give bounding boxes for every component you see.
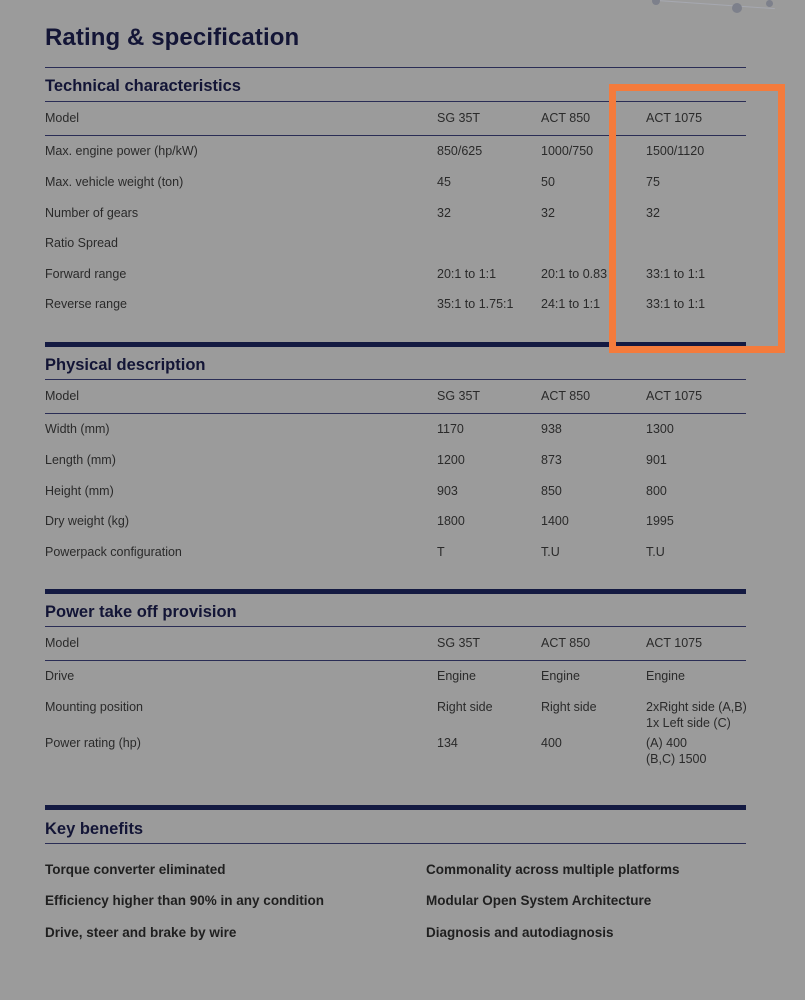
cell-value: 75 bbox=[646, 175, 660, 189]
benefit-item: Efficiency higher than 90% in any condition bbox=[45, 893, 325, 908]
row-label: Width (mm) bbox=[45, 422, 110, 436]
cell-value: 32 bbox=[646, 206, 660, 220]
cell-value: 938 bbox=[541, 422, 562, 436]
section-title-pto: Power take off provision bbox=[45, 603, 237, 621]
cell-value: 1800 bbox=[437, 514, 465, 528]
row-label: Dry weight (kg) bbox=[45, 514, 130, 528]
header-rule bbox=[45, 413, 746, 414]
cell-value: (A) 400 bbox=[646, 736, 687, 750]
header-cell: SG 35T bbox=[437, 111, 481, 125]
cell-value: 850 bbox=[541, 484, 562, 498]
decorative-line bbox=[655, 0, 775, 9]
cell-value: 35:1 to 1.75:1 bbox=[437, 297, 514, 311]
row-label: Ratio Spread bbox=[45, 236, 118, 250]
cell-value: Engine bbox=[541, 669, 580, 683]
table-row-continuation bbox=[45, 715, 746, 735]
benefit-item: Commonality across multiple platforms bbox=[426, 862, 680, 877]
cell-value: 2xRight side (A,B) bbox=[646, 700, 747, 714]
row-label: Power rating (hp) bbox=[45, 736, 141, 750]
header-cell: ACT 1075 bbox=[646, 636, 703, 650]
cell-value: T.U bbox=[646, 545, 665, 559]
cell-value: Right side bbox=[541, 700, 597, 714]
header-cell: Model bbox=[45, 389, 80, 403]
cell-value: 32 bbox=[541, 206, 555, 220]
cell-value: 32 bbox=[437, 206, 451, 220]
row-label: Drive bbox=[45, 669, 75, 683]
decorative-dot bbox=[652, 0, 660, 5]
cell-value: Engine bbox=[646, 669, 685, 683]
row-label: Max. vehicle weight (ton) bbox=[45, 175, 184, 189]
section-divider bbox=[45, 805, 746, 810]
header-cell: SG 35T bbox=[437, 389, 481, 403]
cell-value: 134 bbox=[437, 736, 458, 750]
cell-value: 1200 bbox=[437, 453, 465, 467]
header-cell: ACT 1075 bbox=[646, 389, 703, 403]
section-title-rule bbox=[45, 843, 746, 844]
cell-value: 1500/1120 bbox=[646, 144, 705, 158]
section-title-rule bbox=[45, 626, 746, 627]
benefit-item: Diagnosis and autodiagnosis bbox=[426, 925, 614, 940]
cell-value: 1400 bbox=[541, 514, 569, 528]
row-label: Length (mm) bbox=[45, 453, 116, 467]
table-row bbox=[45, 668, 746, 688]
cell-value: 850/625 bbox=[437, 144, 483, 158]
table-row bbox=[45, 421, 746, 441]
table-row bbox=[45, 483, 746, 503]
header-cell: ACT 850 bbox=[541, 389, 591, 403]
table-row-continuation bbox=[45, 751, 746, 771]
cell-value: 20:1 to 0.83 bbox=[541, 267, 608, 281]
section-title-physical: Physical description bbox=[45, 356, 206, 374]
page-title: Rating & specification bbox=[45, 24, 300, 51]
row-label: Reverse range bbox=[45, 297, 127, 311]
cell-value: 1x Left side (C) bbox=[646, 716, 731, 730]
benefit-item: Torque converter eliminated bbox=[45, 862, 226, 877]
section-title-rule bbox=[45, 379, 746, 380]
highlight-box bbox=[609, 84, 785, 353]
cell-value: 800 bbox=[646, 484, 667, 498]
cell-value: 20:1 to 1:1 bbox=[437, 267, 497, 281]
cell-value: 873 bbox=[541, 453, 562, 467]
cell-value: 33:1 to 1:1 bbox=[646, 267, 706, 281]
table-header-row bbox=[45, 388, 746, 408]
row-label: Height (mm) bbox=[45, 484, 114, 498]
header-cell: ACT 850 bbox=[541, 636, 591, 650]
benefit-item: Drive, steer and brake by wire bbox=[45, 925, 237, 940]
cell-value: 33:1 to 1:1 bbox=[646, 297, 706, 311]
header-cell: ACT 850 bbox=[541, 111, 591, 125]
cell-value: T bbox=[437, 545, 445, 559]
cell-value: Engine bbox=[437, 669, 476, 683]
cell-value: 901 bbox=[646, 453, 667, 467]
header-cell: Model bbox=[45, 636, 80, 650]
cell-value: 50 bbox=[541, 175, 555, 189]
table-header-row bbox=[45, 635, 746, 655]
row-label: Mounting position bbox=[45, 700, 143, 714]
header-cell: Model bbox=[45, 111, 80, 125]
section-title-technical: Technical characteristics bbox=[45, 77, 241, 95]
cell-value: 24:1 to 1:1 bbox=[541, 297, 601, 311]
row-label: Max. engine power (hp/kW) bbox=[45, 144, 198, 158]
cell-value: Right side bbox=[437, 700, 493, 714]
header-cell: SG 35T bbox=[437, 636, 481, 650]
cell-value: 1170 bbox=[437, 422, 464, 436]
table-row bbox=[45, 544, 746, 564]
cell-value: (B,C) 1500 bbox=[646, 752, 707, 766]
table-row bbox=[45, 452, 746, 472]
cell-value: 400 bbox=[541, 736, 562, 750]
header-cell: ACT 1075 bbox=[646, 111, 703, 125]
cell-value: 903 bbox=[437, 484, 458, 498]
section-divider bbox=[45, 589, 746, 594]
row-label: Forward range bbox=[45, 267, 127, 281]
cell-value: 1300 bbox=[646, 422, 674, 436]
row-label: Number of gears bbox=[45, 206, 139, 220]
table-row bbox=[45, 513, 746, 533]
cell-value: T.U bbox=[541, 545, 560, 559]
cell-value: 45 bbox=[437, 175, 451, 189]
row-label: Powerpack configuration bbox=[45, 545, 182, 559]
cell-value: 1995 bbox=[646, 514, 674, 528]
benefit-item: Modular Open System Architecture bbox=[426, 893, 652, 908]
header-rule bbox=[45, 660, 746, 661]
section-rule bbox=[45, 67, 746, 68]
cell-value: 1000/750 bbox=[541, 144, 594, 158]
decorative-dot bbox=[766, 0, 773, 7]
decorative-dot bbox=[732, 3, 742, 13]
section-title-benefits: Key benefits bbox=[45, 820, 144, 838]
